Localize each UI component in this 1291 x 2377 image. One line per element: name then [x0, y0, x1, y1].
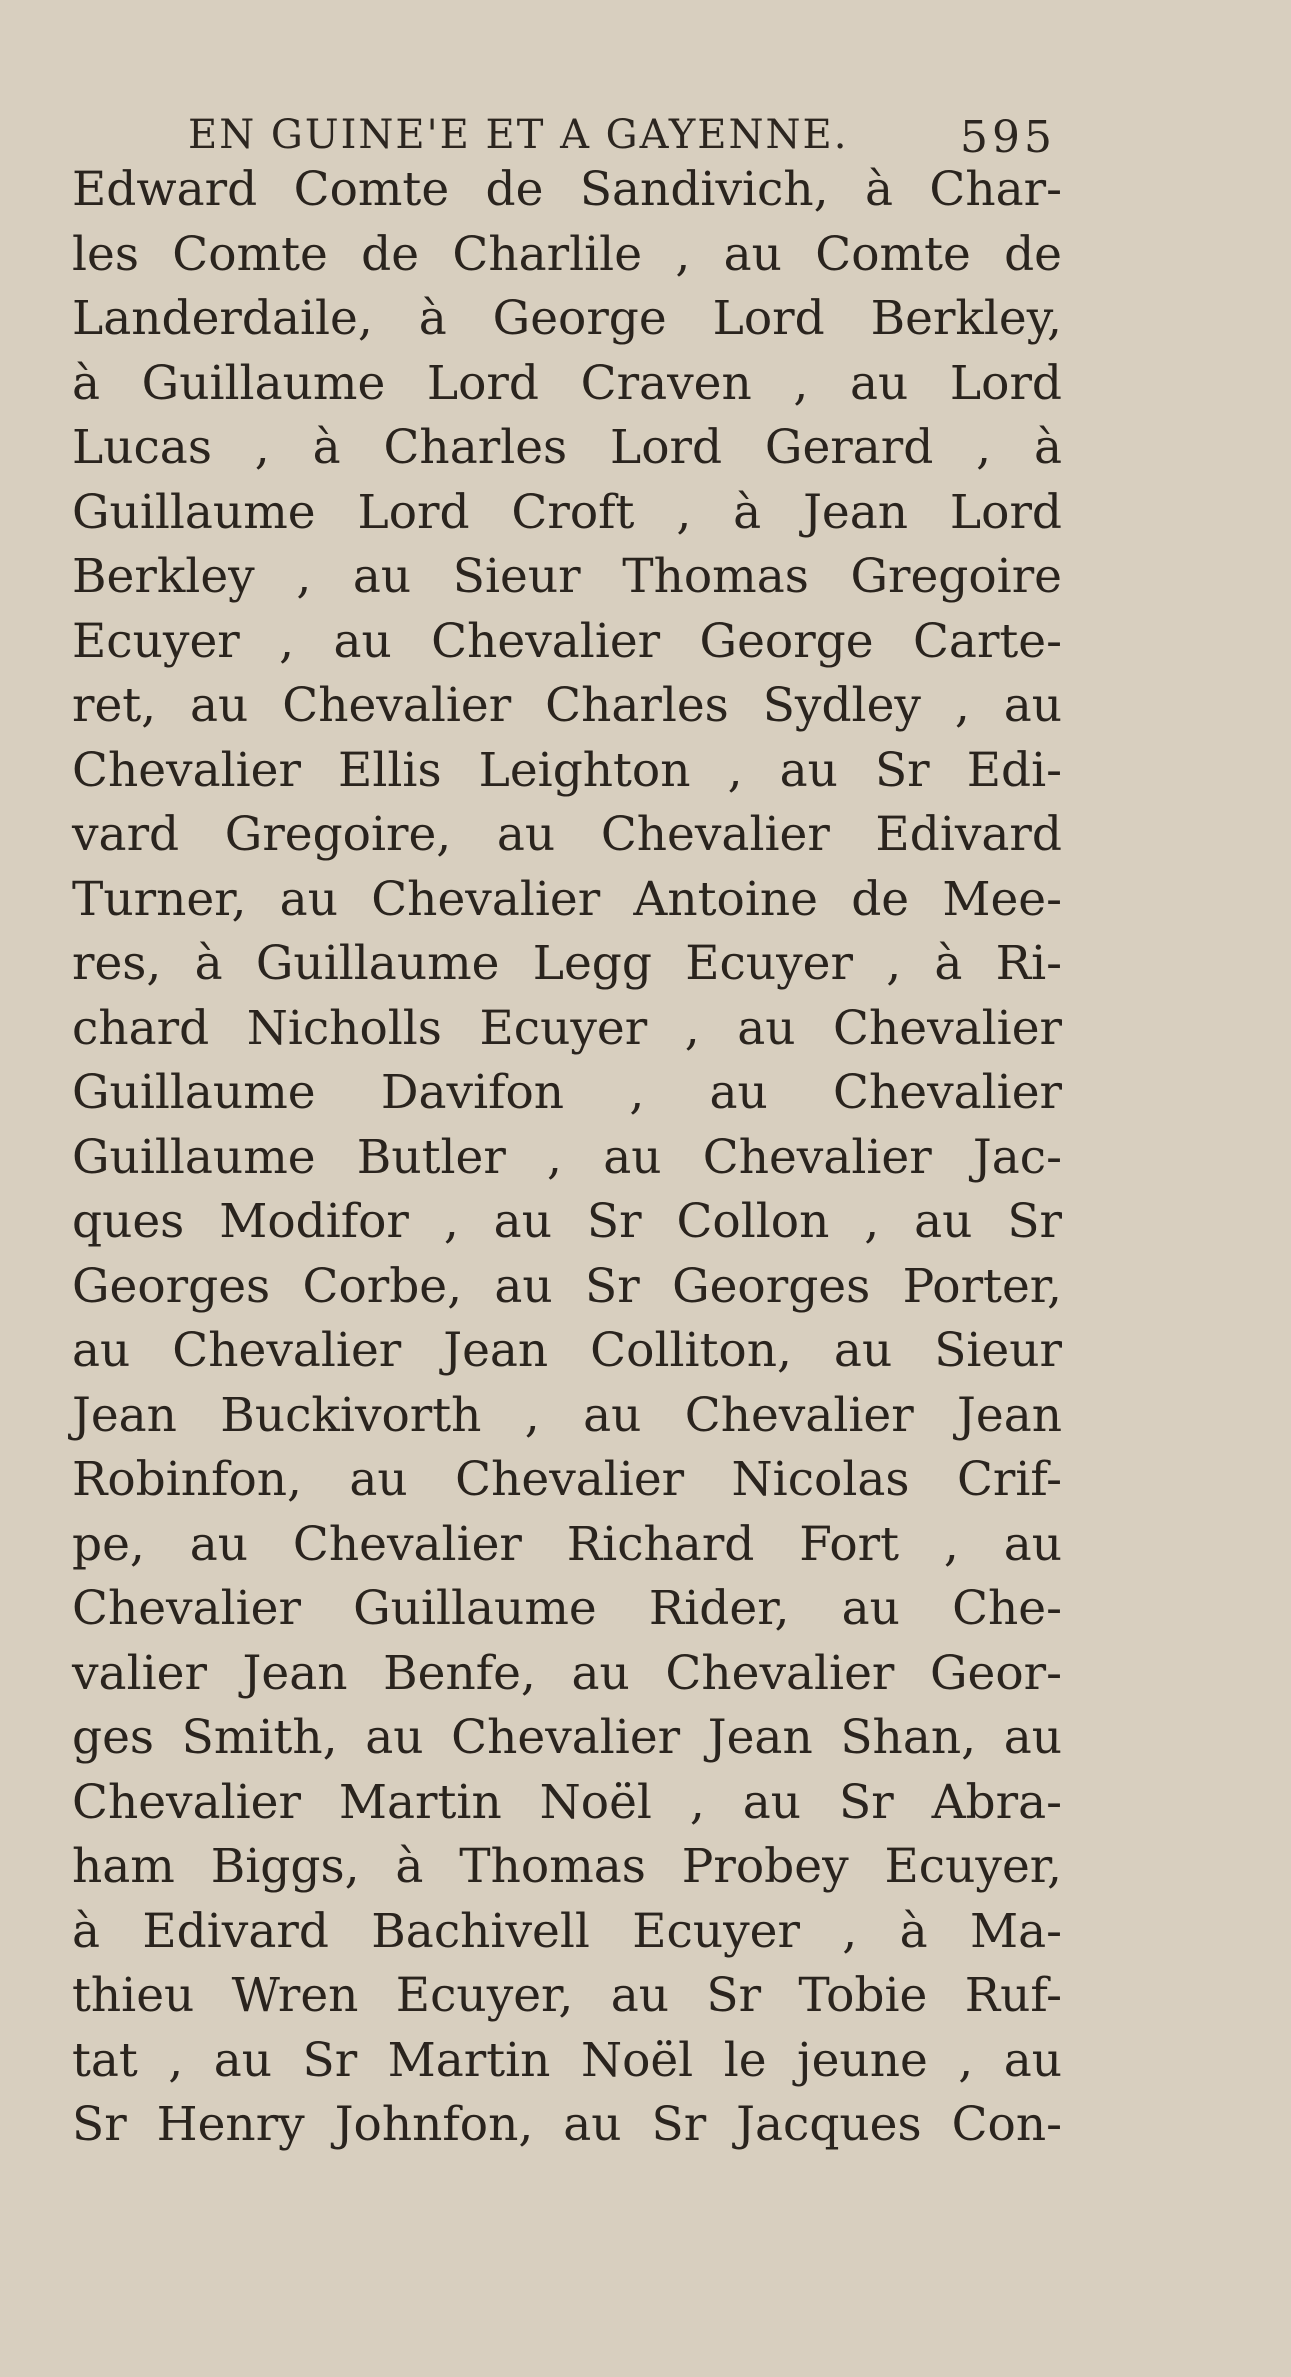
text-line: Ecuyer , au Chevalier George Carte- — [72, 613, 1062, 669]
page-number: 595 — [960, 112, 1056, 163]
text-line: les Comte de Charlile , au Comte de — [72, 226, 1062, 282]
text-line: valier Jean Benfe, au Chevalier Geor- — [72, 1645, 1062, 1701]
text-line: Georges Corbe, au Sr Georges Porter, — [72, 1258, 1062, 1314]
text-line: tat , au Sr Martin Noël le jeune , au — [72, 2032, 1062, 2088]
text-line: Turner, au Chevalier Antoine de Mee- — [72, 871, 1062, 927]
text-line: thieu Wren Ecuyer, au Sr Tobie Ruf- — [72, 1968, 1062, 2023]
text-line: Berkley , au Sieur Thomas Gregoire — [72, 549, 1062, 604]
text-line: ques Modifor , au Sr Collon , au Sr — [72, 1194, 1062, 1249]
text-line: Robinfon, au Chevalier Nicolas Crif- — [72, 1452, 1062, 1507]
text-line: Chevalier Martin Noël , au Sr Abra- — [72, 1774, 1062, 1830]
text-line: chard Nicholls Ecuyer , au Chevalier — [72, 1000, 1062, 1056]
text-line: pe, au Chevalier Richard Fort , au — [72, 1516, 1062, 1572]
text-line: Guillaume Butler , au Chevalier Jac- — [72, 1129, 1062, 1185]
text-line: Edward Comte de Sandivich, à Char- — [72, 162, 1062, 217]
text-line: Guillaume Davifon , au Chevalier — [72, 1065, 1062, 1120]
text-line: res, à Guillaume Legg Ecuyer , à Ri- — [72, 936, 1062, 991]
text-line: Chevalier Guillaume Rider, au Che- — [72, 1581, 1062, 1636]
text-line: vard Gregoire, au Chevalier Edivard — [72, 807, 1062, 862]
text-line: ges Smith, au Chevalier Jean Shan, au — [72, 1710, 1062, 1765]
text-line: Guillaume Lord Croft , à Jean Lord — [72, 484, 1062, 540]
body-text — [72, 158, 1062, 2158]
running-head: EN GUINE'E ET A GAYENNE. — [188, 112, 849, 158]
text-line: ret, au Chevalier Charles Sydley , au — [72, 678, 1062, 733]
text-line: Jean Buckivorth , au Chevalier Jean — [72, 1387, 1062, 1443]
text-line: Landerdaile, à George Lord Berkley, — [72, 291, 1062, 346]
text-line: à Edivard Bachivell Ecuyer , à Ma- — [72, 1903, 1062, 1959]
text-line: au Chevalier Jean Colliton, au Sieur — [72, 1323, 1062, 1378]
text-line: Sr Henry Johnfon, au Sr Jacques Con- — [72, 2097, 1062, 2152]
text-line: Lucas , à Charles Lord Gerard , à — [72, 420, 1062, 475]
text-line: Chevalier Ellis Leighton , au Sr Edi- — [72, 742, 1062, 798]
text-line: à Guillaume Lord Craven , au Lord — [72, 355, 1062, 411]
text-line: ham Biggs, à Thomas Probey Ecuyer, — [72, 1839, 1062, 1894]
